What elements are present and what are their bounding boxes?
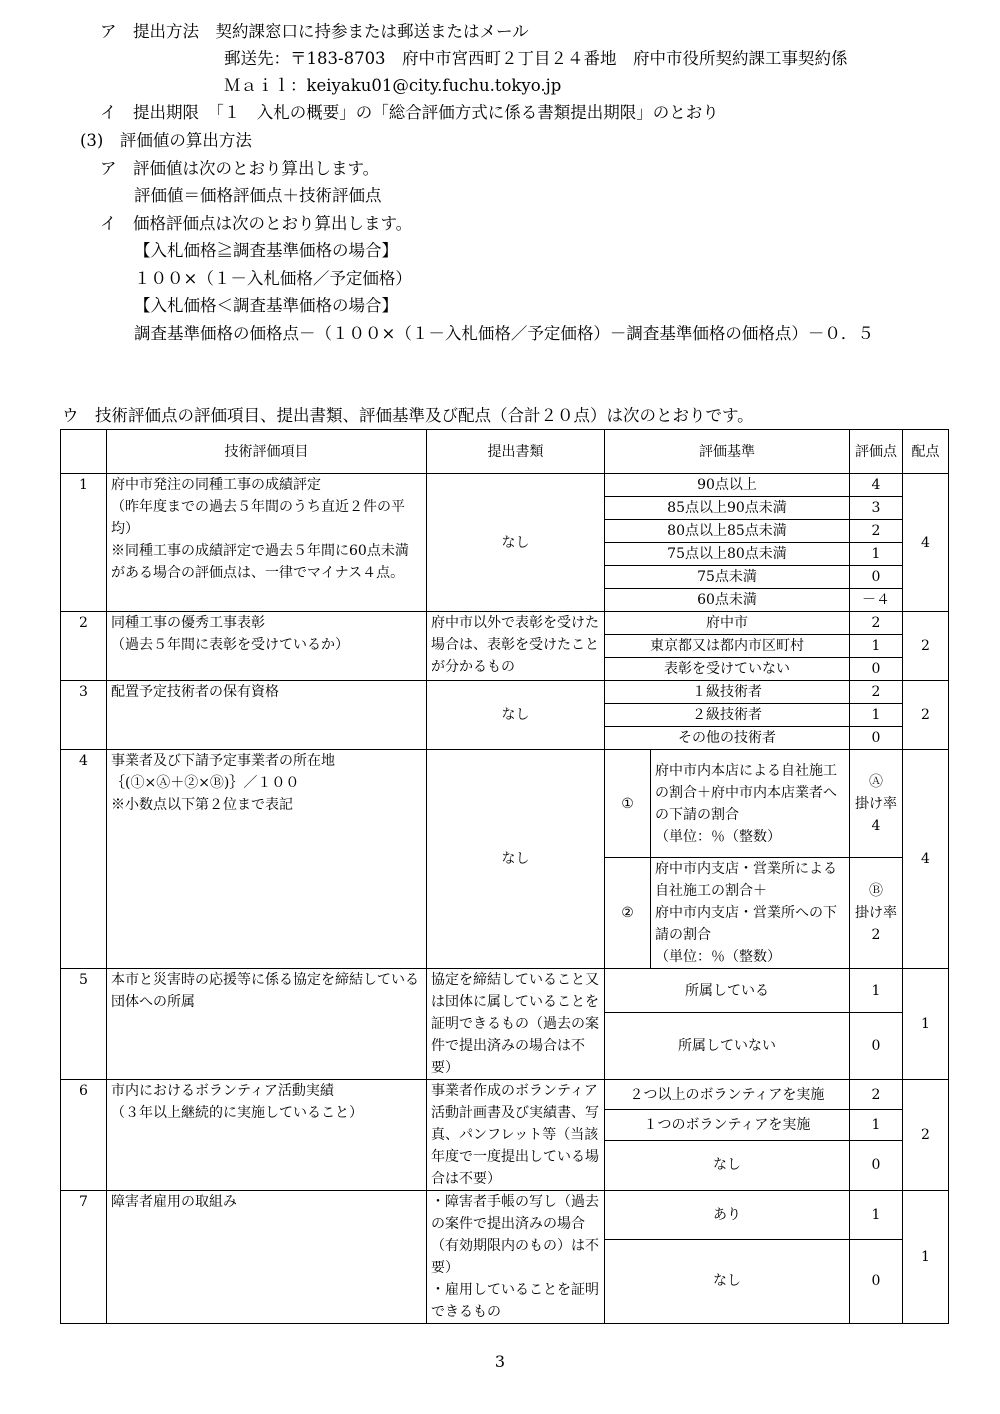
criterion: 府中市内本店による自社施工の割合＋府中市内本店業者への下請の割合 （単位：％（整数） [651, 750, 850, 858]
row-number: 1 [61, 474, 107, 612]
criterion: １つのボランティアを実施 [605, 1110, 850, 1140]
submission-docs: 事業者作成のボランティア活動計画書及び実績書、写真、パンフレット等（当該年度で一度提出している場合は不要） [427, 1080, 605, 1191]
score: 3 [850, 497, 903, 520]
score: 0 [850, 727, 903, 750]
points: 4 [903, 750, 949, 969]
evaluation-item: 府中市発注の同種工事の成績評定 （昨年度までの過去５年間のうち直近２件の平均） ※同種工事の成績評定で過去５年間に60点未満がある場合の評価点は、一律でマイナス４点。 [107, 474, 427, 612]
criterion: 90点以上 [605, 474, 850, 497]
text-line: 調査基準価格の価格点－（１００×（１－入札価格／予定価格）－調査基準価格の価格点）－０．５ [134, 324, 874, 343]
score: 2 [850, 612, 903, 635]
header-item: 技術評価項目 [107, 430, 427, 474]
table-row [61, 750, 949, 858]
row-number: 5 [61, 969, 107, 1080]
score: 1 [850, 969, 903, 1013]
text-line: イ 提出期限 「１ 入札の概要」の「総合評価方式に係る書類提出期限」のとおり [100, 103, 719, 122]
criterion: 表彰を受けていない [605, 658, 850, 681]
evaluation-item: 同種工事の優秀工事表彰 （過去５年間に表彰を受けているか） [107, 612, 427, 681]
row-number: 4 [61, 750, 107, 969]
criterion: ２級技術者 [605, 704, 850, 727]
header-criteria: 評価基準 [605, 430, 850, 474]
score: 2 [850, 1080, 903, 1110]
criterion: 府中市 [605, 612, 850, 635]
table-row [61, 1191, 949, 1240]
text-line: イ 価格評価点は次のとおり算出します。 [100, 214, 413, 233]
text-line: 【入札価格＜調査基準価格の場合】 [134, 296, 398, 315]
evaluation-item: 配置予定技術者の保有資格 [107, 681, 427, 750]
text-line: (3) 評価値の算出方法 [80, 131, 252, 150]
criterion: １級技術者 [605, 681, 850, 704]
criterion: 75点未満 [605, 566, 850, 589]
submission-docs: 協定を締結していること又は団体に属していることを証明できるもの（過去の案件で提出済みの場合は不要） [427, 969, 605, 1080]
text-line: ア 評価値は次のとおり算出します。 [100, 159, 380, 178]
criterion: あり [605, 1191, 850, 1240]
evaluation-item: 市内におけるボランティア活動実績 （３年以上継続的に実施していること） [107, 1080, 427, 1191]
score: 1 [850, 543, 903, 566]
row-number: 2 [61, 612, 107, 681]
evaluation-item: 本市と災害時の応援等に係る協定を締結している団体への所属 [107, 969, 427, 1080]
submission-docs: なし [427, 750, 605, 969]
row-number: 3 [61, 681, 107, 750]
criterion: なし [605, 1239, 850, 1323]
text-line: １００×（１－入札価格／予定価格） [134, 269, 412, 288]
header-no [61, 430, 107, 474]
score: 4 [850, 474, 903, 497]
points: 2 [903, 681, 949, 750]
table-row [61, 1080, 949, 1110]
criterion: 75点以上80点未満 [605, 543, 850, 566]
criterion: 所属していない [605, 1013, 850, 1080]
header-points: 配点 [903, 430, 949, 474]
points: 2 [903, 612, 949, 681]
criterion: ２つ以上のボランティアを実施 [605, 1080, 850, 1110]
header-docs: 提出書類 [427, 430, 605, 474]
score: 2 [850, 520, 903, 543]
score: 0 [850, 1013, 903, 1080]
score: Ⓐ 掛け率 4 [850, 750, 903, 858]
submission-docs: 府中市以外で表彰を受けた場合は、表彰を受けたことが分かるもの [427, 612, 605, 681]
score: 0 [850, 1239, 903, 1323]
evaluation-item: 障害者雇用の取組み [107, 1191, 427, 1324]
points: 4 [903, 474, 949, 612]
header-score: 評価点 [850, 430, 903, 474]
page-number: 3 [494, 1352, 506, 1371]
score: 1 [850, 1191, 903, 1240]
points: 1 [903, 969, 949, 1080]
table-row [61, 969, 949, 1013]
criterion: 60点未満 [605, 589, 850, 612]
criterion: 東京都又は都内市区町村 [605, 635, 850, 658]
score: Ⓑ 掛け率 2 [850, 858, 903, 969]
score: 0 [850, 1140, 903, 1190]
text-line: 評価値＝価格評価点＋技術評価点 [134, 186, 382, 205]
text-line: ア 提出方法 契約課窓口に持参または郵送またはメール [100, 22, 529, 41]
criterion: 所属している [605, 969, 850, 1013]
points: 1 [903, 1191, 949, 1324]
score: 1 [850, 635, 903, 658]
score: 1 [850, 1110, 903, 1140]
evaluation-item: 事業者及び下請予定事業者の所在地 ｛(①×Ⓐ＋②×Ⓑ)｝／１００ ※小数点以下第２位まで表記 [107, 750, 427, 969]
score: 0 [850, 658, 903, 681]
criterion: 80点以上85点未満 [605, 520, 850, 543]
criterion-marker: ② [605, 858, 651, 969]
text-line: ウ 技術評価点の評価項目、提出書類、評価基準及び配点（合計２０点）は次のとおりです。 [62, 406, 754, 425]
evaluation-table [60, 429, 949, 1324]
submission-docs: なし [427, 474, 605, 612]
criterion: その他の技術者 [605, 727, 850, 750]
table-row [61, 681, 949, 704]
criterion-marker: ① [605, 750, 651, 858]
text-line: 郵送先：〒183-8703 府中市宮西町２丁目２４番地 府中市役所契約課工事契約係 [224, 49, 848, 68]
submission-docs: なし [427, 681, 605, 750]
row-number: 7 [61, 1191, 107, 1324]
score: 1 [850, 704, 903, 727]
submission-docs: ・障害者手帳の写し（過去の案件で提出済みの場合（有効期限内のもの）は不要） ・雇用していることを証明できるもの [427, 1191, 605, 1324]
criterion: 85点以上90点未満 [605, 497, 850, 520]
text-line: 【入札価格≧調査基準価格の場合】 [134, 241, 398, 260]
table-row [61, 612, 949, 635]
table-row [61, 474, 949, 497]
score: －４ [850, 589, 903, 612]
criterion: 府中市内支店・営業所による自社施工の割合＋ 府中市内支店・営業所への下請の割合 （単位：％（整数） [651, 858, 850, 969]
score: 2 [850, 681, 903, 704]
score: 0 [850, 566, 903, 589]
criterion: なし [605, 1140, 850, 1190]
points: 2 [903, 1080, 949, 1191]
text-line: Ｍａｉｌ：keiyaku01@city.fuchu.tokyo.jp [224, 76, 562, 95]
row-number: 6 [61, 1080, 107, 1191]
